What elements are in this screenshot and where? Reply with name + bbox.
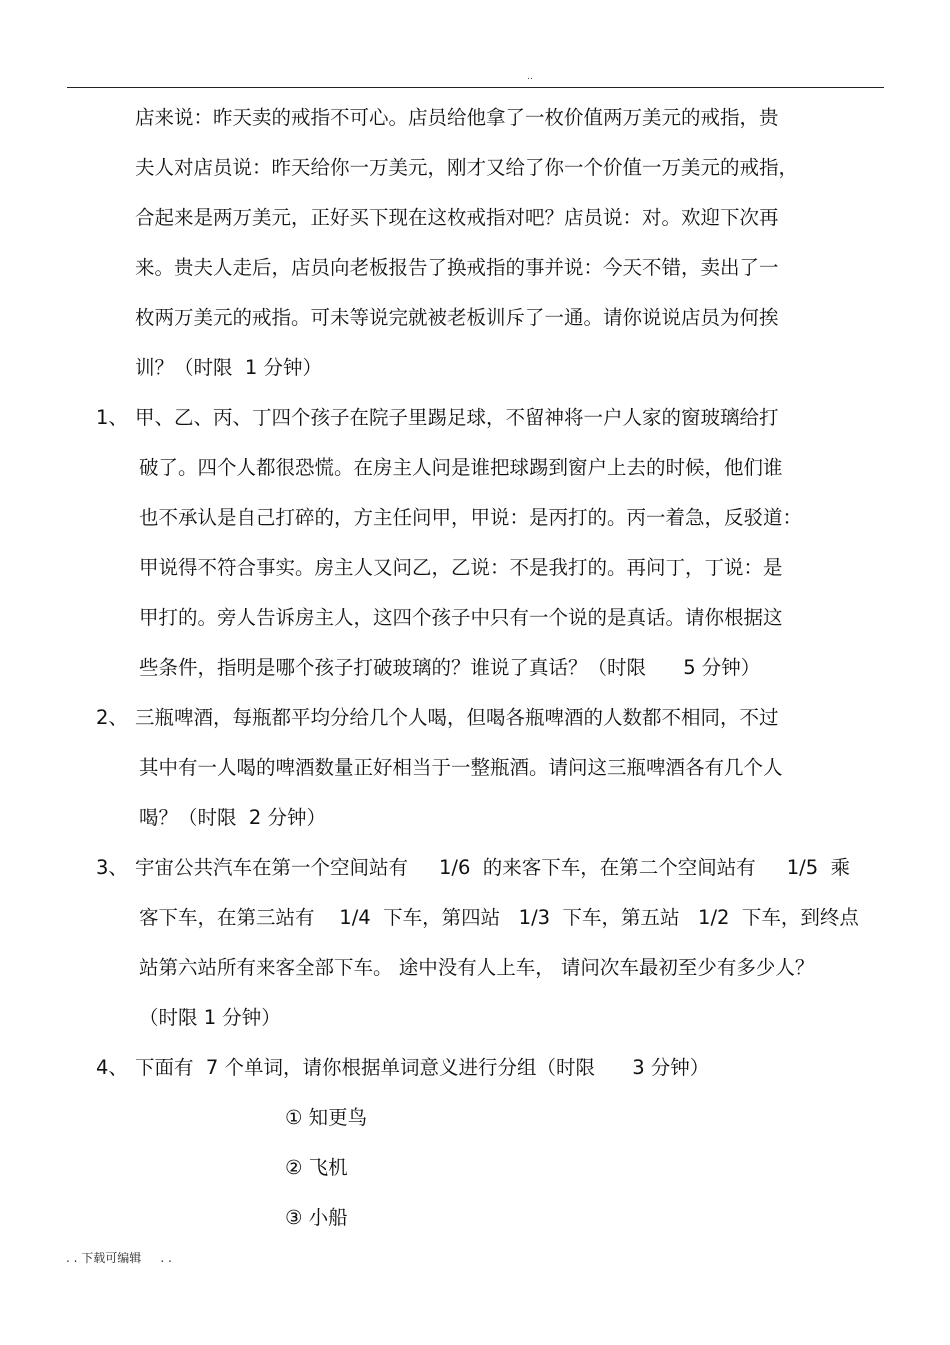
question-line: （时限 1 分钟） [139,1006,281,1029]
question-line: 站第六站所有来客全部下车。 途中没有人上车， 请问次车最初至少有多少人？ [139,956,815,979]
question-line: 其中有一人喝的啤酒数量正好相当于一整瓶酒。请问这三瓶啤酒各有几个人 [139,756,783,779]
question-line: 甲打的。旁人告诉房主人，这四个孩子中只有一个说的是真话。请你根据这 [139,606,783,629]
footer-note: . . 下载可编辑 . . [66,1251,172,1265]
question-line: 甲说得不符合事实。房主人又问乙，乙说：不是我打的。再问丁，丁说：是 [139,556,783,579]
question-line: 喝？（时限 2 分钟） [139,806,327,829]
question-line: 宇宙公共汽车在第一个空间站有 1/6 的来客下车，在第二个空间站有 1/5 乘 [135,856,851,879]
header-rule [67,87,884,88]
word-option: ③ 小船 [285,1206,348,1229]
intro-line: 店来说：昨天卖的戒指不可心。店员给他拿了一枚价值两万美元的戒指，贵 [135,106,779,129]
intro-line: 枚两万美元的戒指。可未等说完就被老板训斥了一通。请你说说店员为何挨 [135,306,779,329]
intro-line: 训？（时限 1 分钟） [135,356,323,379]
word-option: ② 飞机 [285,1156,348,1179]
header-mark: .. [527,72,533,82]
word-option: ① 知更鸟 [285,1106,368,1129]
question-line: 三瓶啤酒，每瓶都平均分给几个人喝，但喝各瓶啤酒的人数都不相同，不过 [135,706,779,729]
question-line: 也不承认是自己打碎的，方主任问甲，甲说：是丙打的。丙一着急，反驳道： [139,506,803,529]
question-number: 1、 [96,406,128,429]
intro-line: 夫人对店员说：昨天给你一万美元，刚才又给了你一个价值一万美元的戒指， [135,156,799,179]
question-line: 下面有 7 个单词，请你根据单词意义进行分组（时限 3 分钟） [135,1056,710,1079]
question-line: 客下车，在第三站有 1/4 下车，第四站 1/3 下车，第五站 1/2 下车，到终点 [139,906,859,929]
question-number: 4、 [96,1056,128,1079]
question-number: 3、 [96,856,128,879]
intro-line: 来。贵夫人走后，店员向老板报告了换戒指的事并说：今天不错，卖出了一 [135,256,779,279]
intro-line: 合起来是两万美元，正好买下现在这枚戒指对吧？店员说：对。欢迎下次再 [135,206,779,229]
question-line: 破了。四个人都很恐慌。在房主人问是谁把球踢到窗户上去的时候，他们谁 [139,456,783,479]
question-number: 2、 [96,706,128,729]
question-line: 些条件，指明是哪个孩子打破玻璃的？谁说了真话？（时限 5 分钟） [139,656,761,679]
question-line: 甲、乙、丙、丁四个孩子在院子里踢足球，不留神将一户人家的窗玻璃给打 [135,406,779,429]
